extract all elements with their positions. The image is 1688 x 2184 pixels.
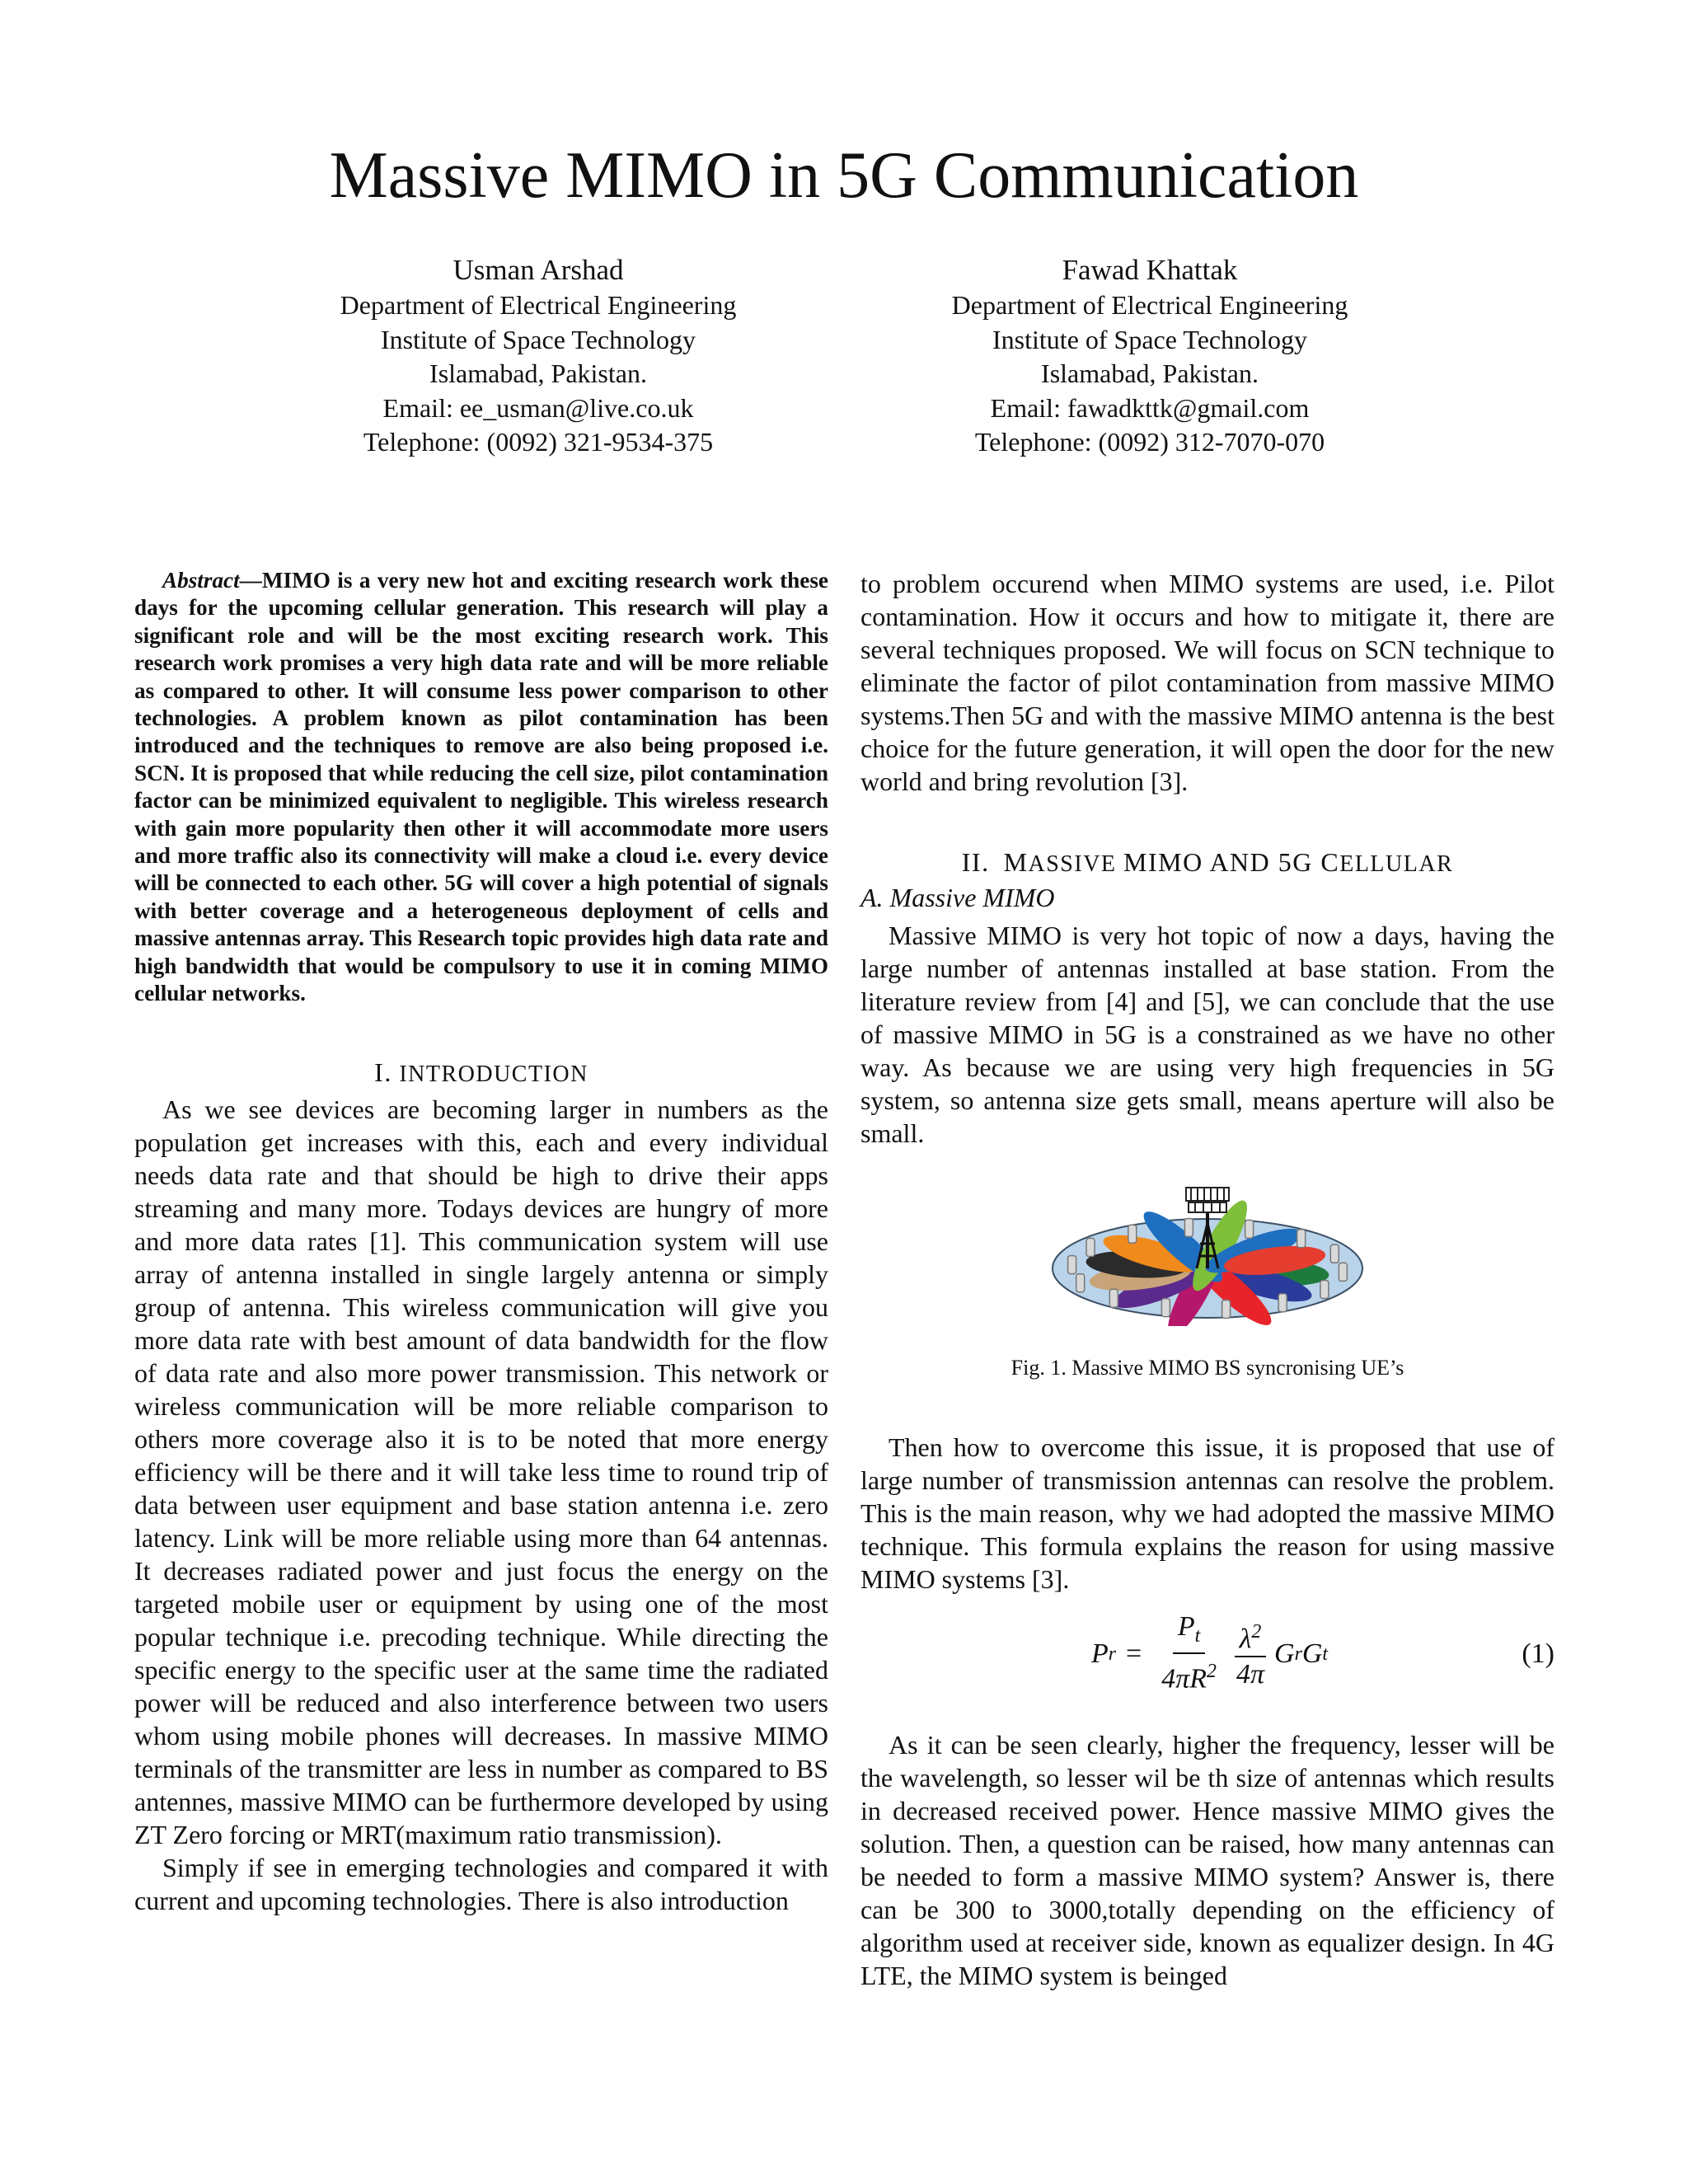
mimo-paragraph-2: Then how to overcome this issue, it is proposed that use of large number of transmission antennas can resolve the problem. This is the main reason, why we had adopted the massive MIMO technique. This formula explains the reason for using massive MIMO systems [3]. [860, 1432, 1554, 1594]
author-location: Islamabad, Pakistan. [429, 359, 647, 388]
section-heading-introduction [134, 1056, 828, 1091]
author-location: Islamabad, Pakistan. [1041, 359, 1259, 388]
author-institute: Institute of Space Technology [381, 324, 696, 354]
author-name: Usman Arshad [452, 254, 624, 286]
author-email: Email: ee_usman@live.co.uk [382, 392, 694, 423]
user-equipment-icon [1086, 1239, 1095, 1257]
section-number: I. [374, 1057, 392, 1087]
fraction: $\frac{P_t}{4\pi R^2}$ [1161, 1611, 1217, 1694]
author-name: Fawad Khattak [1062, 254, 1238, 286]
author-block-2 [886, 251, 1414, 460]
section-title: INTRODUCTION [399, 1061, 588, 1087]
fraction: $\frac{\lambda^2}{4\pi}$ [1231, 1615, 1269, 1692]
author-department: Department of Electrical Engineering [951, 290, 1348, 320]
left-column [134, 567, 828, 1917]
author-department: Department of Electrical Engineering [340, 290, 737, 320]
equation-1 [860, 1610, 1554, 1697]
user-equipment-icon [1184, 1219, 1193, 1237]
user-equipment-icon [1222, 1301, 1231, 1319]
user-equipment-icon [1245, 1220, 1254, 1238]
subsection-heading: A. Massive MIMO [860, 883, 1055, 912]
abstract-lead: Abstract [162, 568, 240, 593]
author-telephone: Telephone: (0092) 312-7070-070 [974, 427, 1325, 457]
figure-caption: Fig. 1. Massive MIMO BS syncronising UE’s [1010, 1356, 1404, 1380]
author-institute: Institute of Space Technology [992, 324, 1307, 354]
figure-1 [860, 1186, 1554, 1333]
massive-mimo-figure [1047, 1186, 1368, 1326]
abstract-text: —MIMO is a very new hot and exciting research work these days for the upcoming cellular generation. This research will play a significant role and will be the most exciting research work. This research work promises a very high data rate and will be more reliable as compared to other. It will consume less power comparison to other technologies. A problem known as pilot contamination has been introduced and the techniques to remove are also being proposed i.e. SCN. It is proposed that while reducing the cell size, pilot contamination factor can be minimized equivalent to negligible. This wireless research with gain more popularity then other it will accommodate more users and more traffic also its connectivity will make a cloud i.e. every device will be connected to each other. 5G will cover a high potential of signals with better coverage and a heterogeneous deployment of cells and massive antennas array. This Research topic provides high data rate and high bandwidth that would be compulsory to use it in coming MIMO cellular networks. [134, 568, 828, 1006]
intro-paragraph-2: Simply if see in emerging technologies and compared it with current and upcoming technologies. There is also introduction [134, 1852, 828, 1915]
author-block-1 [274, 251, 802, 460]
user-equipment-icon [1339, 1263, 1347, 1281]
user-equipment-icon [1278, 1294, 1287, 1312]
intro-paragraph-1: As we see devices are becoming larger in numbers as the population get increases with this, each and every individual needs data rate and that should be high to drive their apps streaming and many more. Todays devices are hungry of more and more data rates [1]. This communication system will use array of antenna installed in single largely antenna or simply group of antenna. This wireless communication will give you more data rate with best amount of data bandwidth for the flow of data rate and also more power transmission. This network or wireless communication will be more reliable comparison to others more coverage also it is to be noted that more energy efficiency will be there and it will take less time to round trip of data between user equipment and base station antenna i.e. zero latency. Link will be more reliable using more than 64 antennas. It decreases radiated power and just focus the energy on the targeted mobile user or equipment by using one of the most popular technique i.e. precoding technique. While directing the specific energy to the specific user at the same time the radiated power will be reduced and also interference between two users whom using mobile phones will decreases. In massive MIMO terminals of the transmitter are less in number as compared to BS antennes, massive MIMO can be furthermore developed by using ZT Zero forcing or MRT(maximum ratio transmission). [134, 1094, 828, 1849]
right-column [860, 567, 1554, 1992]
mimo-paragraph-1: Massive MIMO is very hot topic of now a days, having the large number of antennas installed at base station. From the literature review from [4] and [5], we can conclude that the use of massive MIMO in 5G is a constrained as we have no other way. As because we are using very high frequencies in 5G system, so antenna size gets small, means aperture will also be small. [860, 921, 1554, 1148]
user-equipment-icon [1297, 1230, 1306, 1248]
equation-number: (1) [1522, 1638, 1554, 1669]
user-equipment-icon [1320, 1281, 1329, 1299]
section-heading-massive-mimo: II. MASSIVE MIMO AND 5G CELLULAR [961, 847, 1454, 877]
mimo-paragraph-3: As it can be seen clearly, higher the frequency, lesser will be the wavelength, so lesser wil be th size of antennas which results in decreased received power. Hence massive MIMO gives the solution. Then, a question can be raised, how many antennas can be needed to form a massive MIMO system? Answer is, there can be 300 to 3000,totally depending on the efficiency of algorithm used at receiver side, known as equalizer design. In 4G LTE, the MIMO system is beinged [860, 1730, 1554, 1990]
equation-body: P r = $\frac{P_t}{4\pi R^2}$ $\frac{\lambda^2}{4\pi}$ G r G t [1091, 1610, 1328, 1697]
user-equipment-icon [1068, 1256, 1076, 1274]
section-number: II. [961, 847, 990, 877]
user-equipment-icon [1128, 1225, 1137, 1243]
abstract [134, 567, 828, 1008]
user-equipment-icon [1330, 1244, 1339, 1263]
intro-continuation: to problem occurend when MIMO systems are used, i.e. Pilot contamination. How it occurs and how to mitigate it, there are several techniques proposed. We will focus on SCN technique to eliminate the factor of pilot contamination from massive MIMO systems.Then 5G and with the massive MIMO antenna is the best choice for the future generation, it will open the door for the new world and bring revolution [3]. [860, 569, 1554, 796]
author-email: Email: fawadkttk@gmail.com [990, 392, 1310, 423]
user-equipment-icon [1076, 1274, 1085, 1292]
user-equipment-icon [1161, 1299, 1170, 1317]
paper-title: Massive MIMO in 5G Communication [329, 139, 1359, 212]
author-telephone: Telephone: (0092) 321-9534-375 [363, 427, 714, 457]
user-equipment-icon [1109, 1289, 1118, 1307]
